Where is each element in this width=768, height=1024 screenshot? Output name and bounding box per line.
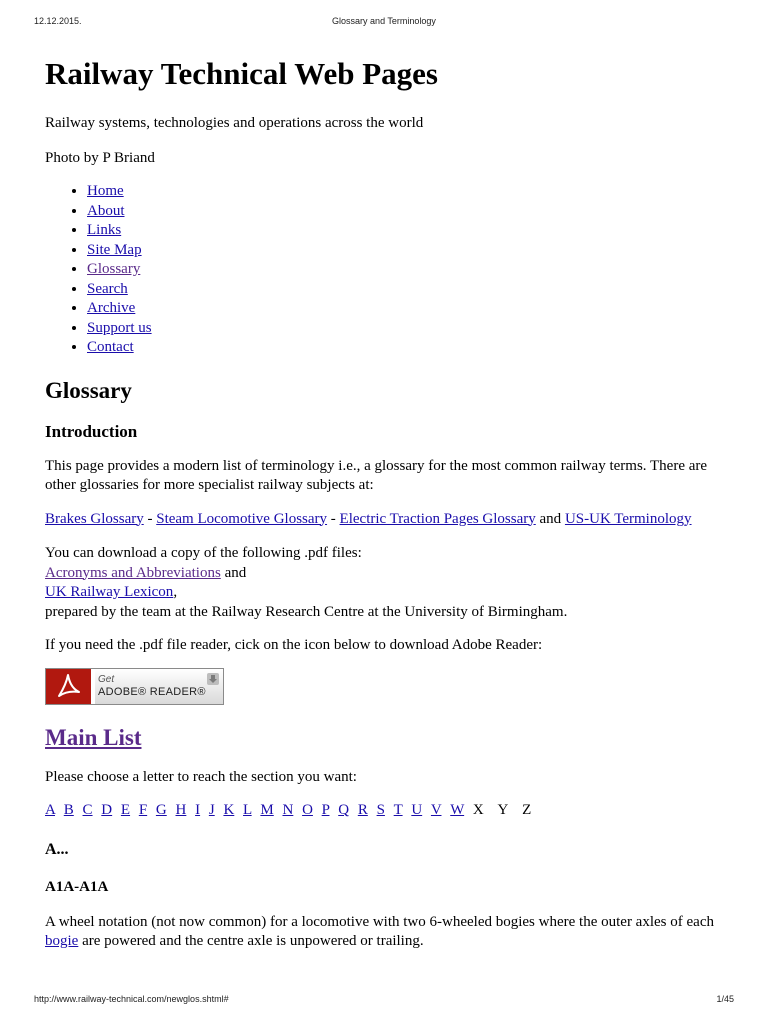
nav-link-glossary[interactable]: Glossary <box>87 261 141 277</box>
letter-n-link[interactable]: N <box>282 802 294 818</box>
print-title: Glossary and Terminology <box>332 16 436 26</box>
download-paragraph <box>45 544 735 622</box>
adobe-get-text: Get <box>98 673 115 685</box>
letter-j-link[interactable]: J <box>208 802 215 818</box>
letter-f-link[interactable]: F <box>138 802 148 818</box>
nav-item-site-map <box>87 241 735 261</box>
definition-text: A wheel notation (not now common) for a locomotive with two 6-wheeled bogies where the outer axles of each <box>45 913 714 930</box>
letter-y-text: Y <box>497 802 509 818</box>
site-tagline: Railway systems, technologies and operations across the world <box>45 115 424 131</box>
separator: - <box>143 510 157 527</box>
bogie-link[interactable]: bogie <box>45 933 79 949</box>
letter-u-link[interactable]: U <box>411 802 423 818</box>
letter-q-link[interactable]: Q <box>338 802 350 818</box>
main-list-heading <box>45 723 735 753</box>
print-header <box>0 16 768 34</box>
letter-r-link[interactable]: R <box>357 802 368 818</box>
letter-g-link[interactable]: G <box>155 802 167 818</box>
nav-link-links[interactable]: Links <box>87 222 122 238</box>
term-definition <box>45 913 735 952</box>
letter-m-link[interactable]: M <box>260 802 274 818</box>
print-footer <box>0 994 768 1012</box>
get-adobe-reader-button[interactable] <box>45 668 224 705</box>
steam-glossary-link[interactable]: Steam Locomotive Glossary <box>156 510 328 527</box>
us-uk-terminology-link[interactable]: US-UK Terminology <box>564 510 692 527</box>
page-content <box>45 52 735 952</box>
download-arrow-icon <box>206 672 220 691</box>
print-url: http://www.railway-technical.com/newglos.shtml# <box>34 994 229 1004</box>
nav-link-search[interactable]: Search <box>87 280 128 297</box>
site-nav <box>45 182 735 358</box>
letter-b-link[interactable]: B <box>63 802 74 818</box>
photo-credit: Photo by P Briand <box>45 149 155 166</box>
intro-paragraph: This page provides a modern list of terminology i.e., a glossary for the most common railway terms. There are other glossaries for more specialist railway subjects at: <box>45 457 708 493</box>
nav-item-about <box>87 202 735 222</box>
brakes-glossary-link[interactable]: Brakes Glossary <box>45 510 144 527</box>
nav-item-archive <box>87 299 735 319</box>
term-heading: A1A-A1A <box>45 878 109 895</box>
adobe-name-text: ADOBE® READER® <box>98 685 206 698</box>
adobe-reader-icon <box>46 669 91 704</box>
and-text: and <box>535 510 565 527</box>
print-date: 12.12.2015. <box>34 16 82 26</box>
adobe-label <box>95 669 223 704</box>
nav-item-glossary <box>87 260 735 280</box>
letter-k-link[interactable]: K <box>223 802 235 818</box>
download-intro: You can download a copy of the following .pdf files: <box>45 545 362 561</box>
letter-index <box>45 801 735 821</box>
nav-item-links <box>87 221 735 241</box>
nav-item-contact <box>87 338 735 358</box>
site-title: Railway Technical Web Pages <box>45 56 438 91</box>
related-glossaries <box>45 510 735 530</box>
separator: - <box>327 510 340 527</box>
comma: , <box>173 584 178 600</box>
letter-s-link[interactable]: S <box>376 802 385 818</box>
definition-text: are powered and the centre axle is unpowered or trailing. <box>78 933 424 949</box>
letter-w-link[interactable]: W <box>450 802 465 818</box>
nav-link-site-map[interactable]: Site Map <box>87 241 142 258</box>
acronyms-pdf-link[interactable]: Acronyms and Abbreviations <box>45 564 221 581</box>
nav-link-archive[interactable]: Archive <box>87 300 136 316</box>
letter-o-link[interactable]: O <box>302 802 313 818</box>
glossary-heading: Glossary <box>45 377 132 403</box>
section-a-heading: A... <box>45 840 69 858</box>
nav-item-support <box>87 319 735 339</box>
letter-e-link[interactable]: E <box>120 802 131 818</box>
letter-x-text: X <box>472 802 484 818</box>
print-page-number: 1/45 <box>716 994 734 1004</box>
prepared-by-text: prepared by the team at the Railway Research Centre at the University of Birmingham. <box>45 603 568 620</box>
nav-link-about[interactable]: About <box>87 202 125 219</box>
adobe-reader-text: If you need the .pdf file reader, cick on the icon below to download Adobe Reader: <box>45 637 543 653</box>
letter-i-link[interactable]: I <box>195 802 201 818</box>
nav-link-support[interactable]: Support us <box>87 319 152 336</box>
letter-t-link[interactable]: T <box>393 802 403 818</box>
letter-z-text: Z <box>522 802 532 818</box>
letter-a-link[interactable]: A <box>45 802 56 818</box>
nav-link-home[interactable]: Home <box>87 183 124 199</box>
electric-glossary-link[interactable]: Electric Traction Pages Glossary <box>339 510 536 527</box>
nav-item-search <box>87 280 735 300</box>
letter-d-link[interactable]: D <box>101 802 113 818</box>
letter-c-link[interactable]: C <box>82 802 93 818</box>
and-text: and <box>220 564 247 581</box>
nav-item-home <box>87 182 735 202</box>
letter-l-link[interactable]: L <box>243 802 252 818</box>
letter-v-link[interactable]: V <box>430 802 442 818</box>
lexicon-pdf-link[interactable]: UK Railway Lexicon <box>45 584 174 600</box>
nav-link-contact[interactable]: Contact <box>87 339 134 355</box>
letter-p-link[interactable]: P <box>321 802 330 818</box>
letter-h-link[interactable]: H <box>175 802 187 818</box>
choose-letter-text: Please choose a letter to reach the section you want: <box>45 768 357 785</box>
intro-heading: Introduction <box>45 421 138 441</box>
main-list-link[interactable]: Main List <box>45 724 142 750</box>
